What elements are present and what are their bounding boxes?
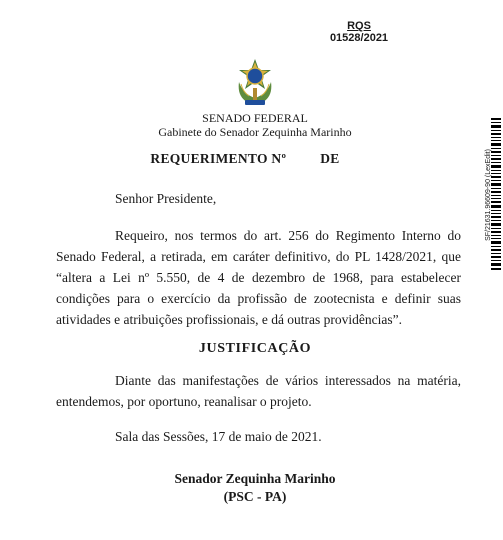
salutation: Senhor Presidente, xyxy=(115,191,217,206)
justification-paragraph: Diante das manifestações de vários interessados na matéria, entendemos, por oportuno, reanalisar o projeto. xyxy=(56,373,461,409)
title-requerimento: REQUERIMENTO Nº xyxy=(150,151,287,166)
brazil-coat-of-arms-icon xyxy=(233,58,277,108)
document-title xyxy=(0,151,490,167)
office-name: Gabinete do Senador Zequinha Marinho xyxy=(158,125,352,139)
signer-name: Senador Zequinha Marinho xyxy=(174,471,336,486)
justification-heading: JUSTIFICAÇÃO xyxy=(198,341,312,356)
rqs-stamp xyxy=(300,20,418,44)
request-paragraph: Requeiro, nos termos do art. 256 do Regimento Interno do Senado Federal, a retirada, em caráter definitivo, do PL 1428/2021, que “altera a Lei nº 5.550, de 4 de dezembro de 1968, para estabelecer condições para o exercício da profissão de zootecnista e definir suas atividades e atribuições profissionais, e dá outras providências”. xyxy=(56,228,461,327)
rqs-label: RQS xyxy=(347,20,371,32)
title-de: DE xyxy=(320,151,340,166)
place-date: Sala das Sessões, 17 de maio de 2021. xyxy=(115,429,322,444)
barcode-id-text: SF/21631.96609-90 (LexEdit) xyxy=(485,149,492,241)
signer-party: (PSC - PA) xyxy=(223,489,287,504)
rqs-number: 01528/2021 xyxy=(329,32,389,44)
org-name: SENADO FEDERAL xyxy=(202,111,308,125)
